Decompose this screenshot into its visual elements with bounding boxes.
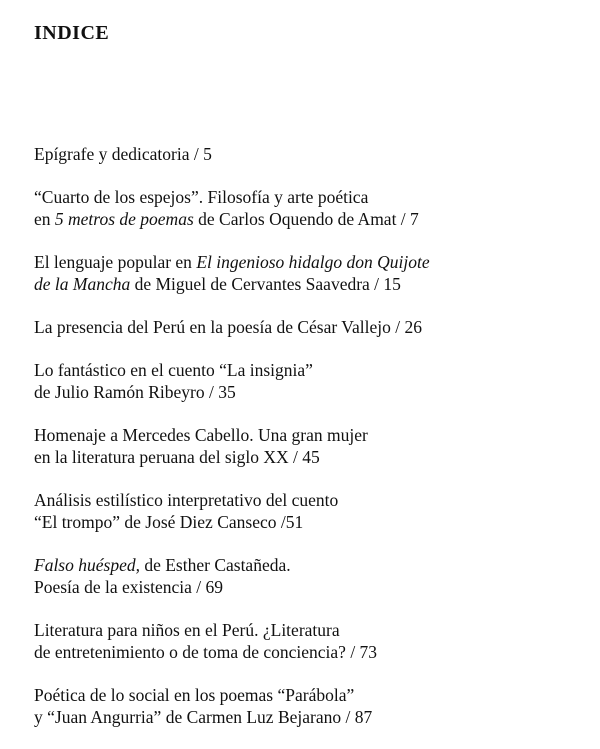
toc-entry <box>34 359 584 403</box>
toc-entry-line <box>34 208 584 230</box>
toc-entry-line <box>34 273 584 295</box>
toc-book-title: El ingenioso hidalgo don Quijote <box>196 252 430 272</box>
toc-entry <box>34 186 584 230</box>
toc-entry-line <box>34 554 584 576</box>
toc-entry-line: “El trompo” de José Diez Canseco /51 <box>34 512 304 532</box>
table-of-contents <box>34 143 584 749</box>
page-title: INDICE <box>34 22 110 44</box>
toc-entry-line: de entretenimiento o de toma de conciencia? / 73 <box>34 642 378 662</box>
toc-entry-line: Poesía de la existencia / 69 <box>34 577 224 597</box>
toc-book-title: de la Mancha <box>34 274 131 294</box>
toc-text: de Carlos Oquendo de Amat / 7 <box>193 209 419 229</box>
toc-text: de Miguel de Cervantes Saavedra / 15 <box>130 274 401 294</box>
toc-entry <box>34 619 584 663</box>
toc-text: en <box>34 209 55 229</box>
toc-entry-line: y “Juan Angurria” de Carmen Luz Bejarano / 87 <box>34 707 373 727</box>
toc-entry-line: La presencia del Perú en la poesía de César Vallejo / 26 <box>34 317 422 337</box>
toc-entry-line: Lo fantástico en el cuento “La insignia” <box>34 360 313 380</box>
toc-entry-line: Literatura para niños en el Perú. ¿Literatura <box>34 620 340 640</box>
toc-entry-line: Poética de lo social en los poemas “Parábola” <box>34 685 355 705</box>
toc-entry <box>34 684 584 728</box>
toc-text: de Esther Castañeda. <box>139 555 291 575</box>
toc-entry-line: en la literatura peruana del siglo XX / 45 <box>34 447 320 467</box>
toc-entry-line <box>34 251 584 273</box>
toc-entry <box>34 143 584 165</box>
toc-text: El lenguaje popular en <box>34 252 197 272</box>
toc-entry <box>34 424 584 468</box>
toc-entry <box>34 251 584 295</box>
toc-entry-line: Análisis estilístico interpretativo del cuento <box>34 490 339 510</box>
toc-entry <box>34 489 584 533</box>
toc-entry <box>34 554 584 598</box>
toc-entry-line: “Cuarto de los espejos”. Filosofía y arte poética <box>34 187 369 207</box>
toc-entry-line: de Julio Ramón Ribeyro / 35 <box>34 382 236 402</box>
toc-book-title: Falso huésped, <box>34 555 140 575</box>
toc-book-title: 5 metros de poemas <box>54 209 194 229</box>
toc-entry-line: Epígrafe y dedicatoria / 5 <box>34 144 212 164</box>
toc-entry <box>34 316 584 338</box>
toc-entry-line: Homenaje a Mercedes Cabello. Una gran mujer <box>34 425 368 445</box>
